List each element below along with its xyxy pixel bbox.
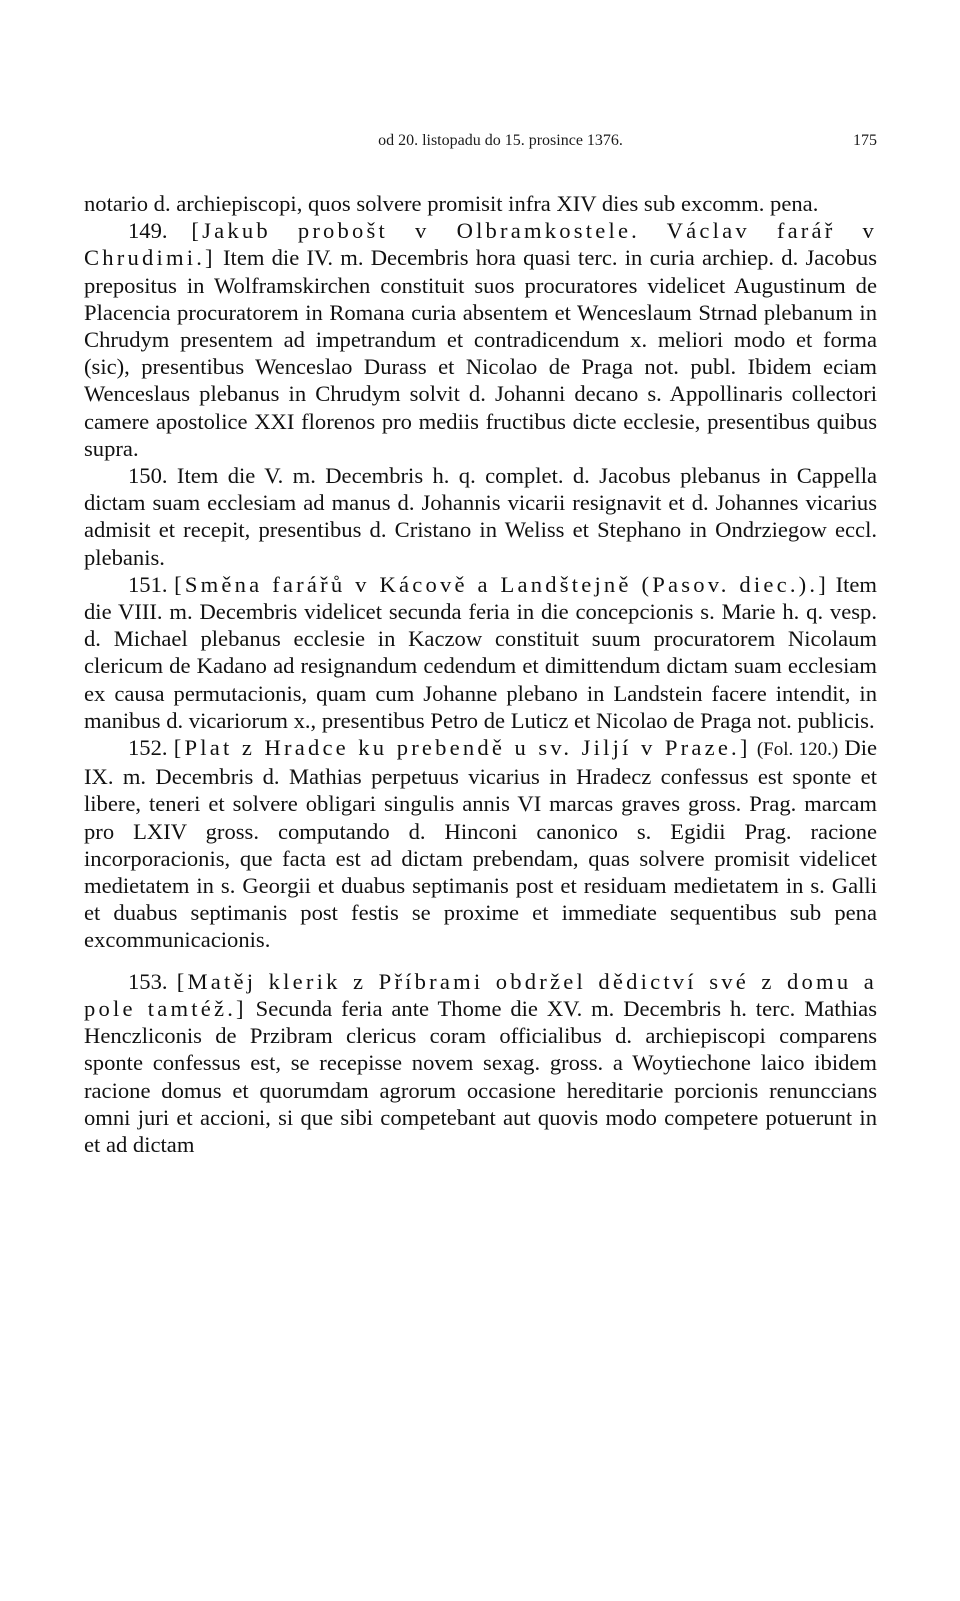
entry-heading: [Matěj klerik z Příbrami obdržel dědictví své z domu a pole tamtéž.] xyxy=(84,968,877,1021)
body-text xyxy=(84,190,877,1158)
entry-number: 149. xyxy=(128,218,168,244)
entry-number: 152. xyxy=(128,735,168,761)
entry-text: Item die VIII. m. Decembris videlicet secunda feria in die concepcionis s. Marie h. q. vesp. d. Michael plebanus ecclesie in Kaczow constituit suum procuratorem Nicolaum clericum de Kadano ad resignandum cedendum et dimittendum dictam suam ecclesiam ex causa permutacionis, quam cum Johanne plebano in Landstein facere intendit, in manibus d. vicariorum x., presentibus Petro de Luticz et Nicolao de Praga not. publicis. xyxy=(84,571,877,733)
running-title: od 20. listopadu do 15. prosince 1376. xyxy=(378,132,623,149)
entry-153 xyxy=(84,968,877,1158)
entry-heading: [Směna farářů v Kácově a Landštejně (Pasov. diec.).] xyxy=(174,571,829,597)
entry-151 xyxy=(84,571,877,734)
entry-number: 150. xyxy=(128,463,168,489)
paragraph-continuation xyxy=(84,190,877,217)
paragraph-text: notario d. archiepiscopi, quos solvere promisit infra XIV dies sub excomm. pena. xyxy=(84,191,819,216)
entry-152 xyxy=(84,734,877,954)
entry-number: 151. xyxy=(128,571,168,597)
entry-heading: [Plat z Hradce ku prebendě u sv. Jiljí v Praze.] xyxy=(173,735,751,761)
entry-text: Item die IV. m. Decembris hora quasi terc. in curia archiep. d. Jacobus prepositus in Wolframskirchen constituit suos procuratores videlicet Augustinum de Placencia procuratorem in Romana curia absentem et Wenceslaum Strnad plebanum in Chrudym presentem ad impetrandum et contradicendum x. meliori modo et forma (sic), presentibus Wenceslao Durass et Nicolao de Praga not. publ. Ibidem eciam Wenceslaus plebanus in Chrudym solvit d. Johanni decano s. Appollinaris collectori camere apostolice XXI florenos pro mediis fructibus dicte ecclesie, presentibus quibus supra. xyxy=(84,245,877,461)
entry-text: Item die V. m. Decembris h. q. complet. d. Jacobus plebanus in Cappella dictam suam ecclesiam ad manus d. Johannis vicarii resignavit et d. Johannes vicarius admisit et recepit, presentibus d. Cristano in Weliss et Stephano in Ondrziegow eccl. plebanis. xyxy=(84,463,877,570)
entry-text: Die IX. m. Decembris d. Mathias perpetuus vicarius in Hradecz confessus est sponte et libere, teneri et solvere obligari singulis annis VI marcas graves gross. Prag. marcam pro LXIV gross. computando d. Hinconi canonico s. Egidii Prag. racione incorporacionis, que facta est ad dictam prebendam, quas solvere promisit videlicet medietatem in s. Georgii et duabus septimanis post et residuam medietatem in s. Galli et duabus septimanis post festis se proxime et immediate sequentibus sub pena excommunicacionis. xyxy=(84,735,878,953)
entry-heading: [Jakub probošt v Olbramkostele. Václav farář v Chrudimi.] xyxy=(84,218,877,271)
entry-149 xyxy=(84,217,877,462)
page-number: 175 xyxy=(853,132,877,149)
running-header xyxy=(84,132,877,154)
entry-text: Secunda feria ante Thome die XV. m. Decembris h. terc. Mathias Henczliconis de Przibram clericus coram officialibus d. archiepiscopi comparens sponte confessus est, se recepisse novem sexag. gross. a Woytiechone laico ibidem racione domus et quorumdam agrorum occasione hereditarie porcionis renunccians omni juri et accioni, si que sibi competebant aut quovis modo competere potuerunt in et ad dictam xyxy=(84,995,877,1157)
entry-number: 153. xyxy=(128,968,168,994)
entry-150 xyxy=(84,462,877,571)
folio-reference: (Fol. 120.) xyxy=(756,739,839,761)
